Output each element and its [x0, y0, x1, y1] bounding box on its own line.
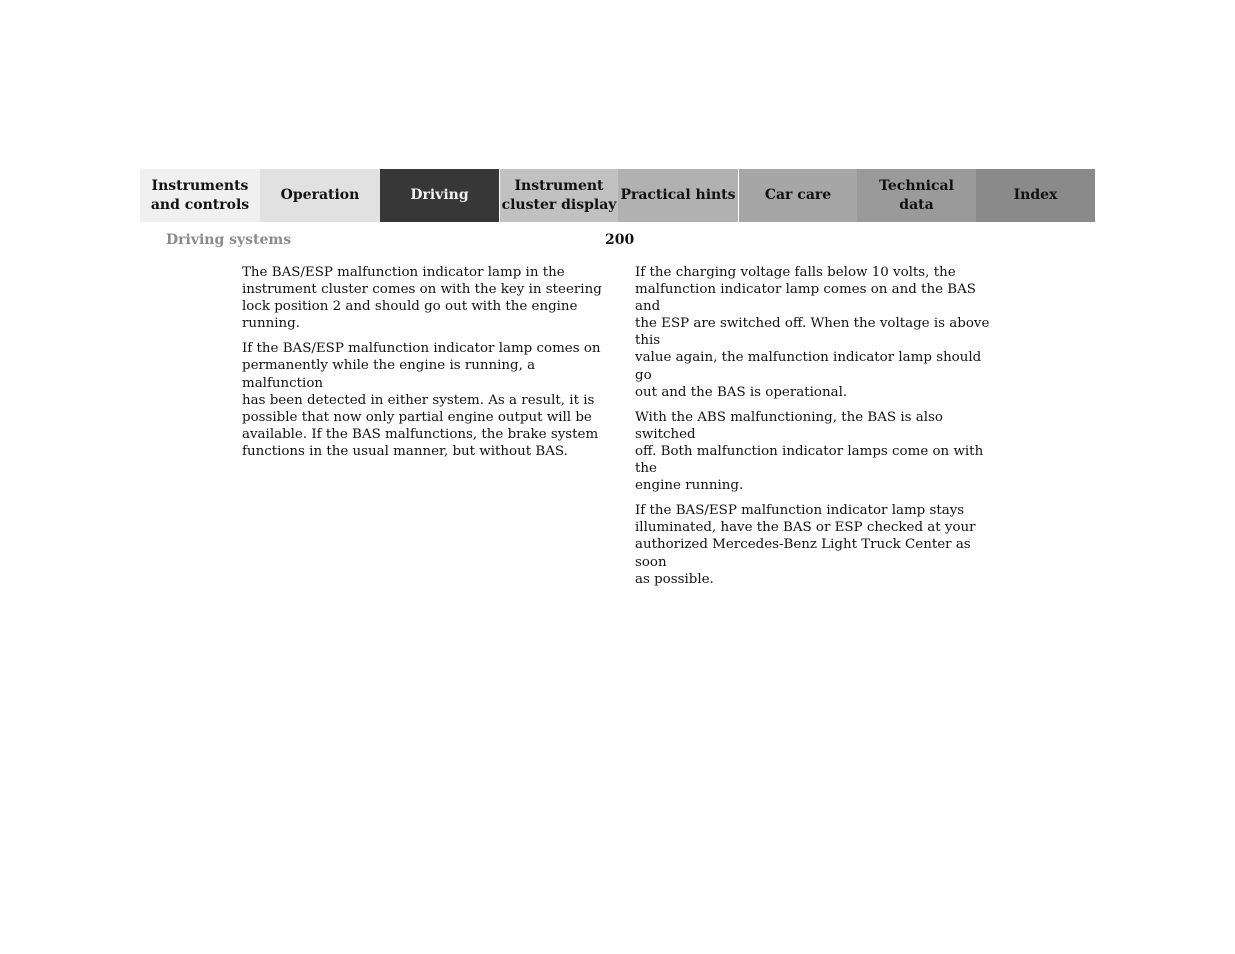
page-number: 200 — [605, 232, 635, 248]
paragraph: The BAS/ESP malfunction indicator lamp in the instrument cluster comes on with the key in steering lock position 2 and should go out with the engine running. — [242, 265, 602, 332]
tab-car-care[interactable] — [738, 169, 857, 222]
paragraph: If the BAS/ESP malfunction indicator lamp comes on permanently while the engine is running, a malfunction has been detected in either system. As a result, it is possible that now only partial engine output will be available. If the BAS malfunctions, the brake system functions in the usual manner, but without BAS. — [242, 341, 601, 459]
tab-practical-hints[interactable] — [618, 169, 738, 222]
tab-index[interactable] — [976, 169, 1095, 222]
left-text-column — [242, 264, 607, 468]
tab-technical-data[interactable] — [857, 169, 976, 222]
tab-operation[interactable] — [260, 169, 380, 222]
tab-label: Index — [1013, 187, 1058, 203]
paragraph: If the charging voltage falls below 10 volts, the malfunction indicator lamp comes on and the BAS and the ESP are switched off. When the voltage is above this value again, the malfunction indicator lamp should go out and the BAS is operational. — [635, 265, 990, 400]
tab-label: Driving — [410, 187, 469, 203]
tab-label: Technical data — [879, 177, 954, 213]
tab-instruments-and-controls[interactable] — [140, 169, 260, 222]
tab-label: Operation — [280, 187, 360, 203]
right-text-column — [635, 264, 1000, 596]
paragraph: If the BAS/ESP malfunction indicator lamp stays illuminated, have the BAS or ESP checked at your authorized Mercedes-Benz Light Truck Center as soon as possible. — [635, 503, 976, 587]
paragraph: With the ABS malfunctioning, the BAS is also switched off. Both malfunction indicator lamps come on with the engine running. — [635, 409, 984, 494]
tab-instrument-cluster-display[interactable] — [499, 169, 618, 222]
section-title: Driving systems — [166, 232, 292, 248]
tab-label: Car care — [764, 187, 832, 203]
chapter-navigation-bar — [140, 169, 1095, 222]
tab-label: Practical hints — [620, 187, 736, 203]
tab-label: Instrument cluster display — [501, 177, 617, 213]
tab-label: Instruments and controls — [150, 177, 250, 213]
tab-driving-active[interactable] — [380, 169, 499, 222]
